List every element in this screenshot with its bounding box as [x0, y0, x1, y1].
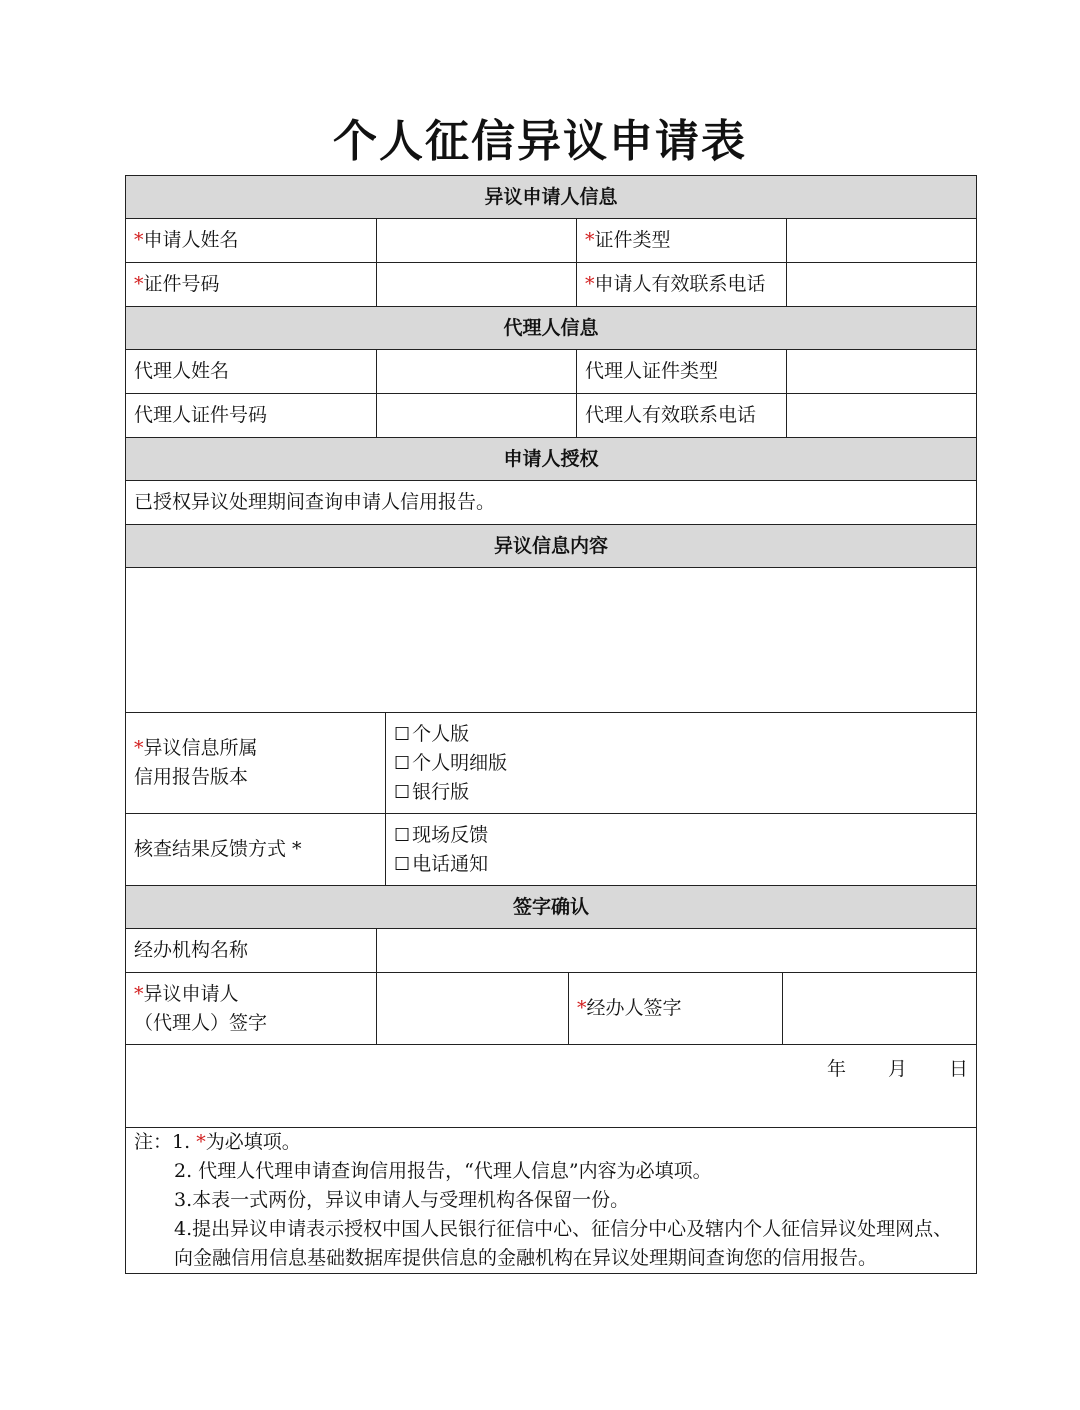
- label-agent-phone: 代理人有效联系电话: [577, 394, 787, 438]
- date-day: 日: [949, 1058, 969, 1080]
- label-handler-signature: *经办人签字: [569, 973, 783, 1045]
- input-id-number[interactable]: [377, 263, 577, 307]
- section-signature: 签字确认: [126, 886, 977, 929]
- checkbox-icon[interactable]: ☐: [394, 824, 411, 846]
- note-3: 3.本表一式两份，异议申请人与受理机构各保留一份。: [174, 1189, 630, 1211]
- label-report-version: *异议信息所属 信用报告版本: [126, 713, 386, 814]
- date-year: 年: [827, 1058, 847, 1080]
- checkbox-icon[interactable]: ☐: [394, 723, 411, 745]
- authorization-text: 已授权异议处理期间查询申请人信用报告。: [126, 481, 977, 525]
- label-id-type: *证件类型: [577, 219, 787, 263]
- label-applicant-name: *申请人姓名: [126, 219, 377, 263]
- label-applicant-signature: *异议申请人 （代理人）签字: [126, 973, 377, 1045]
- section-authorization: 申请人授权: [126, 438, 977, 481]
- input-institution[interactable]: [377, 929, 977, 973]
- note-1: 注：1. *为必填项。: [134, 1131, 301, 1153]
- label-agent-id-type: 代理人证件类型: [577, 350, 787, 394]
- required-mark: *: [134, 229, 144, 251]
- input-agent-name[interactable]: [377, 350, 577, 394]
- label-applicant-phone: *申请人有效联系电话: [577, 263, 787, 307]
- section-agent-info: 代理人信息: [126, 307, 977, 350]
- input-handler-signature[interactable]: [783, 973, 977, 1045]
- input-agent-phone[interactable]: [787, 394, 977, 438]
- option-personal-detailed[interactable]: ☐ 个人明细版: [394, 751, 508, 774]
- section-applicant-info: 异议申请人信息: [126, 176, 977, 219]
- report-version-options: [386, 713, 977, 814]
- checkbox-icon[interactable]: ☐: [394, 853, 411, 875]
- checkbox-icon[interactable]: ☐: [394, 752, 411, 774]
- option-onsite-feedback[interactable]: ☐ 现场反馈: [394, 823, 489, 846]
- date-row: [126, 1045, 977, 1128]
- option-phone-notice[interactable]: ☐ 电话通知: [394, 852, 489, 875]
- input-applicant-signature[interactable]: [377, 973, 569, 1045]
- page-title: 个人征信异议申请表: [333, 116, 747, 167]
- note-2: 2. 代理人代理申请查询信用报告，“代理人信息”内容为必填项。: [174, 1160, 712, 1182]
- option-bank[interactable]: ☐ 银行版: [394, 780, 470, 803]
- input-applicant-phone[interactable]: [787, 263, 977, 307]
- checkbox-icon[interactable]: ☐: [394, 781, 411, 803]
- label-institution: 经办机构名称: [126, 929, 377, 973]
- date-month: 月: [888, 1058, 908, 1080]
- notes-block: [126, 1128, 977, 1274]
- input-agent-id-type[interactable]: [787, 350, 977, 394]
- input-id-type[interactable]: [787, 219, 977, 263]
- feedback-options: [386, 814, 977, 886]
- section-dispute-content: 异议信息内容: [126, 525, 977, 568]
- label-id-number: *证件号码: [126, 263, 377, 307]
- note-4: 4.提出异议申请表示授权中国人民银行征信中心、征信分中心及辖内个人征信异议处理网点、向金融信用信息基础数据库提供信息的金融机构在异议处理期间查询您的信用报告。: [174, 1218, 953, 1269]
- dispute-content-area[interactable]: [126, 568, 977, 713]
- input-applicant-name[interactable]: [377, 219, 577, 263]
- input-agent-id-number[interactable]: [377, 394, 577, 438]
- label-agent-id-number: 代理人证件号码: [126, 394, 377, 438]
- option-personal[interactable]: ☐ 个人版: [394, 722, 470, 745]
- label-agent-name: 代理人姓名: [126, 350, 377, 394]
- application-form-table: [125, 175, 977, 1274]
- label-feedback-method: 核查结果反馈方式 *: [126, 814, 386, 886]
